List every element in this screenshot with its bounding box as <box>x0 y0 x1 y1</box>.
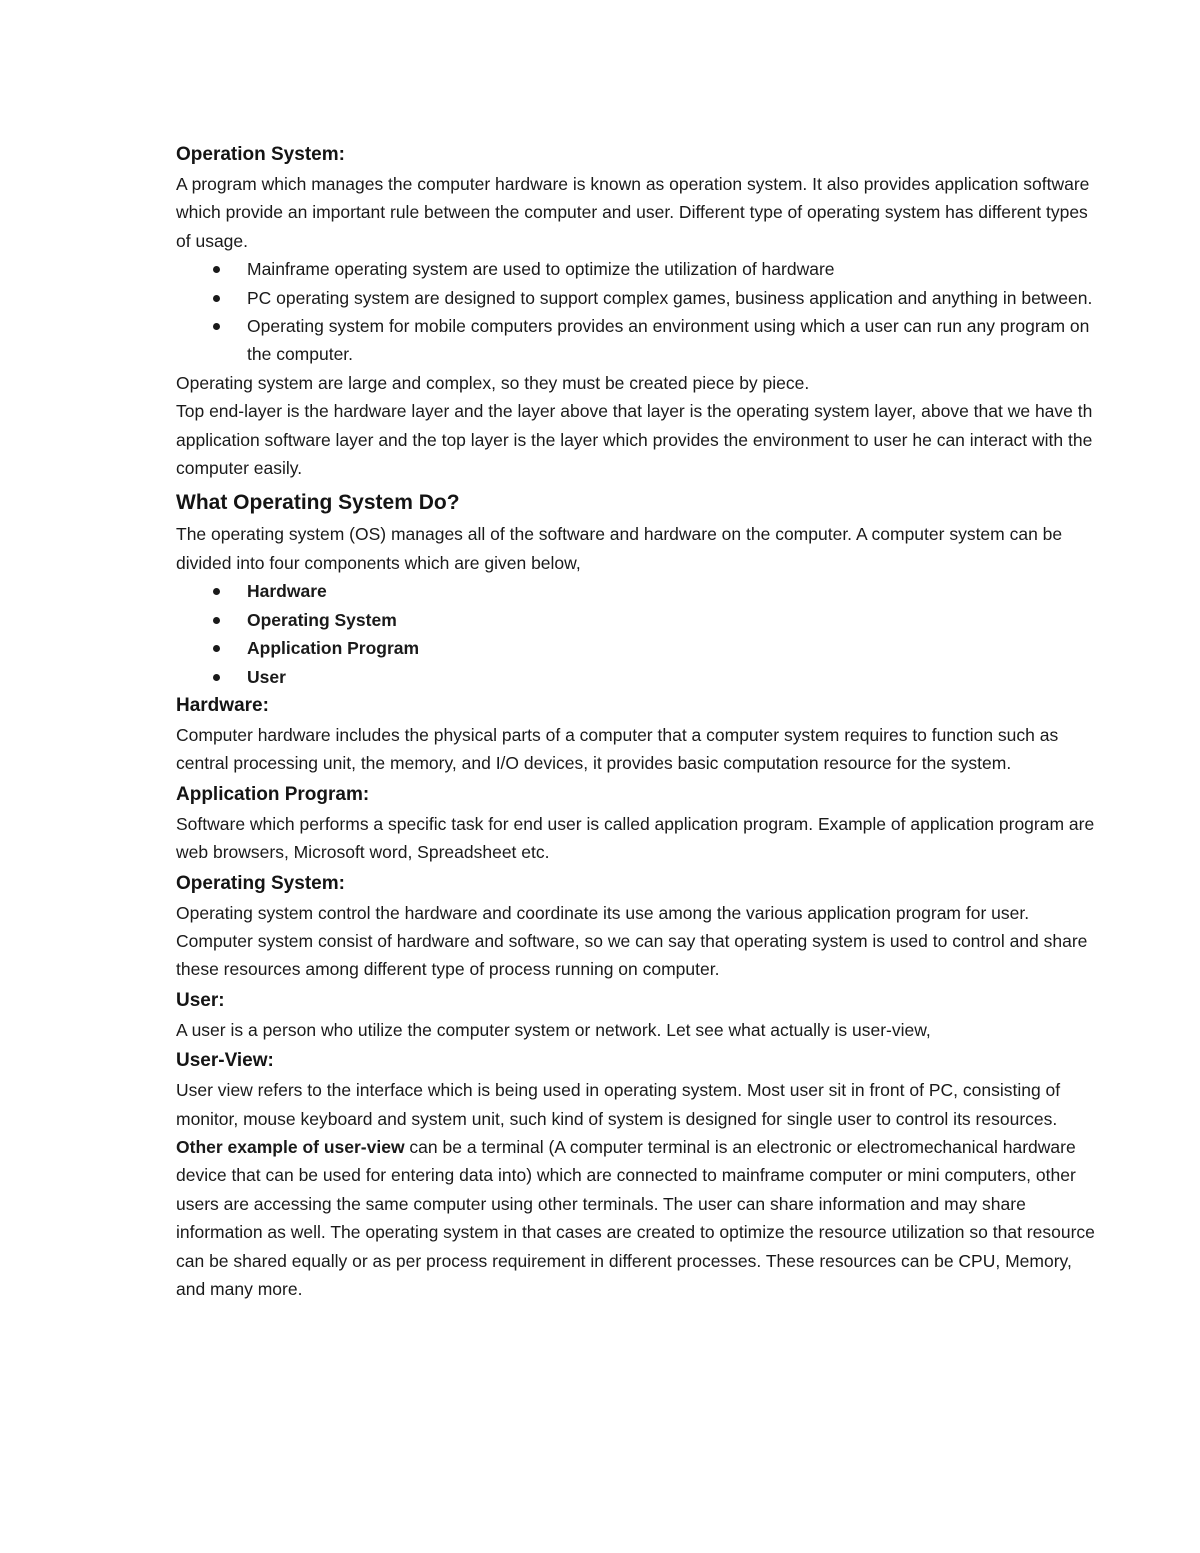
heading-user: User: <box>176 989 225 1011</box>
operation-system-intro: A program which manages the computer hardware is known as operation system. It also provides application software which provide an important rule between the computer and user. Different type of operating system has different types of usage. <box>176 174 1090 251</box>
operation-system-paragraph: Operating system are large and complex, so they must be created piece by piece. <box>176 372 810 393</box>
list-item: Operating System <box>176 606 1096 634</box>
list-item: PC operating system are designed to support complex games, business application and anything in between. <box>176 284 1096 312</box>
list-item: Mainframe operating system are used to optimize the utilization of hardware <box>176 255 1096 283</box>
other-example-paragraph <box>176 1133 1096 1303</box>
other-example-lead: Other example of user-view <box>176 1136 405 1157</box>
heading-hardware: Hardware: <box>176 694 269 716</box>
heading-what-os-do: What Operating System Do? <box>176 491 460 515</box>
list-item: Hardware <box>176 577 1096 605</box>
heading-application-program: Application Program: <box>176 783 370 805</box>
heading-user-view: User-View: <box>176 1050 274 1072</box>
document-page <box>176 140 1096 1303</box>
list-item: Application Program <box>176 634 1096 662</box>
list-item: Operating system for mobile computers provides an environment using which a user can run any program on the computer. <box>176 312 1096 369</box>
what-os-do-intro: The operating system (OS) manages all of the software and hardware on the computer. A computer system can be divided into four components which are given below, <box>176 524 1063 573</box>
user-view-body: User view refers to the interface which is being used in operating system. Most user sit in front of PC, consisting of monitor, mouse keyboard and system unit, such kind of system is designed for single user to control its resources. <box>176 1080 1061 1129</box>
operating-system-body: Operating system control the hardware and coordinate its use among the various application program for user. Computer system consist of hardware and software, so we can say that operating system is used to control and share these resources among different type of process running on computer. <box>176 902 1088 980</box>
hardware-body: Computer hardware includes the physical parts of a computer that a computer system requires to function such as central processing unit, the memory, and I/O devices, it provides basic computation resource for the system. <box>176 724 1059 774</box>
heading-operating-system: Operating System: <box>176 872 345 894</box>
user-body: A user is a person who utilize the computer system or network. Let see what actually is user-view, <box>176 1019 931 1040</box>
operation-system-layers-paragraph: Top end-layer is the hardware layer and the layer above that layer is the operating system layer, above that we have th application software layer and the top layer is the layer which provides the environment to user he can interact with the computer easily. <box>176 401 1093 479</box>
components-bullet-list <box>176 577 1096 691</box>
heading-operation-system: Operation System: <box>176 144 345 165</box>
list-item: User <box>176 663 1096 691</box>
other-example-body: can be a terminal (A computer terminal is an electronic or electromechanical hardware device that can be used for entering data into) which are connected to mainframe computer or mini computers, other users are accessing the same computer using other terminals. The user can share information and may share information as well. The operating system in that cases are created to optimize the resource utilization so that resource can be shared equally or as per process requirement in different processes. These resources can be CPU, Memory, and many more. <box>176 1136 1095 1299</box>
operation-system-bullet-list <box>176 255 1096 369</box>
application-program-body: Software which performs a specific task for end user is called application program. Example of application program are web browsers, Microsoft word, Spreadsheet etc. <box>176 813 1095 863</box>
